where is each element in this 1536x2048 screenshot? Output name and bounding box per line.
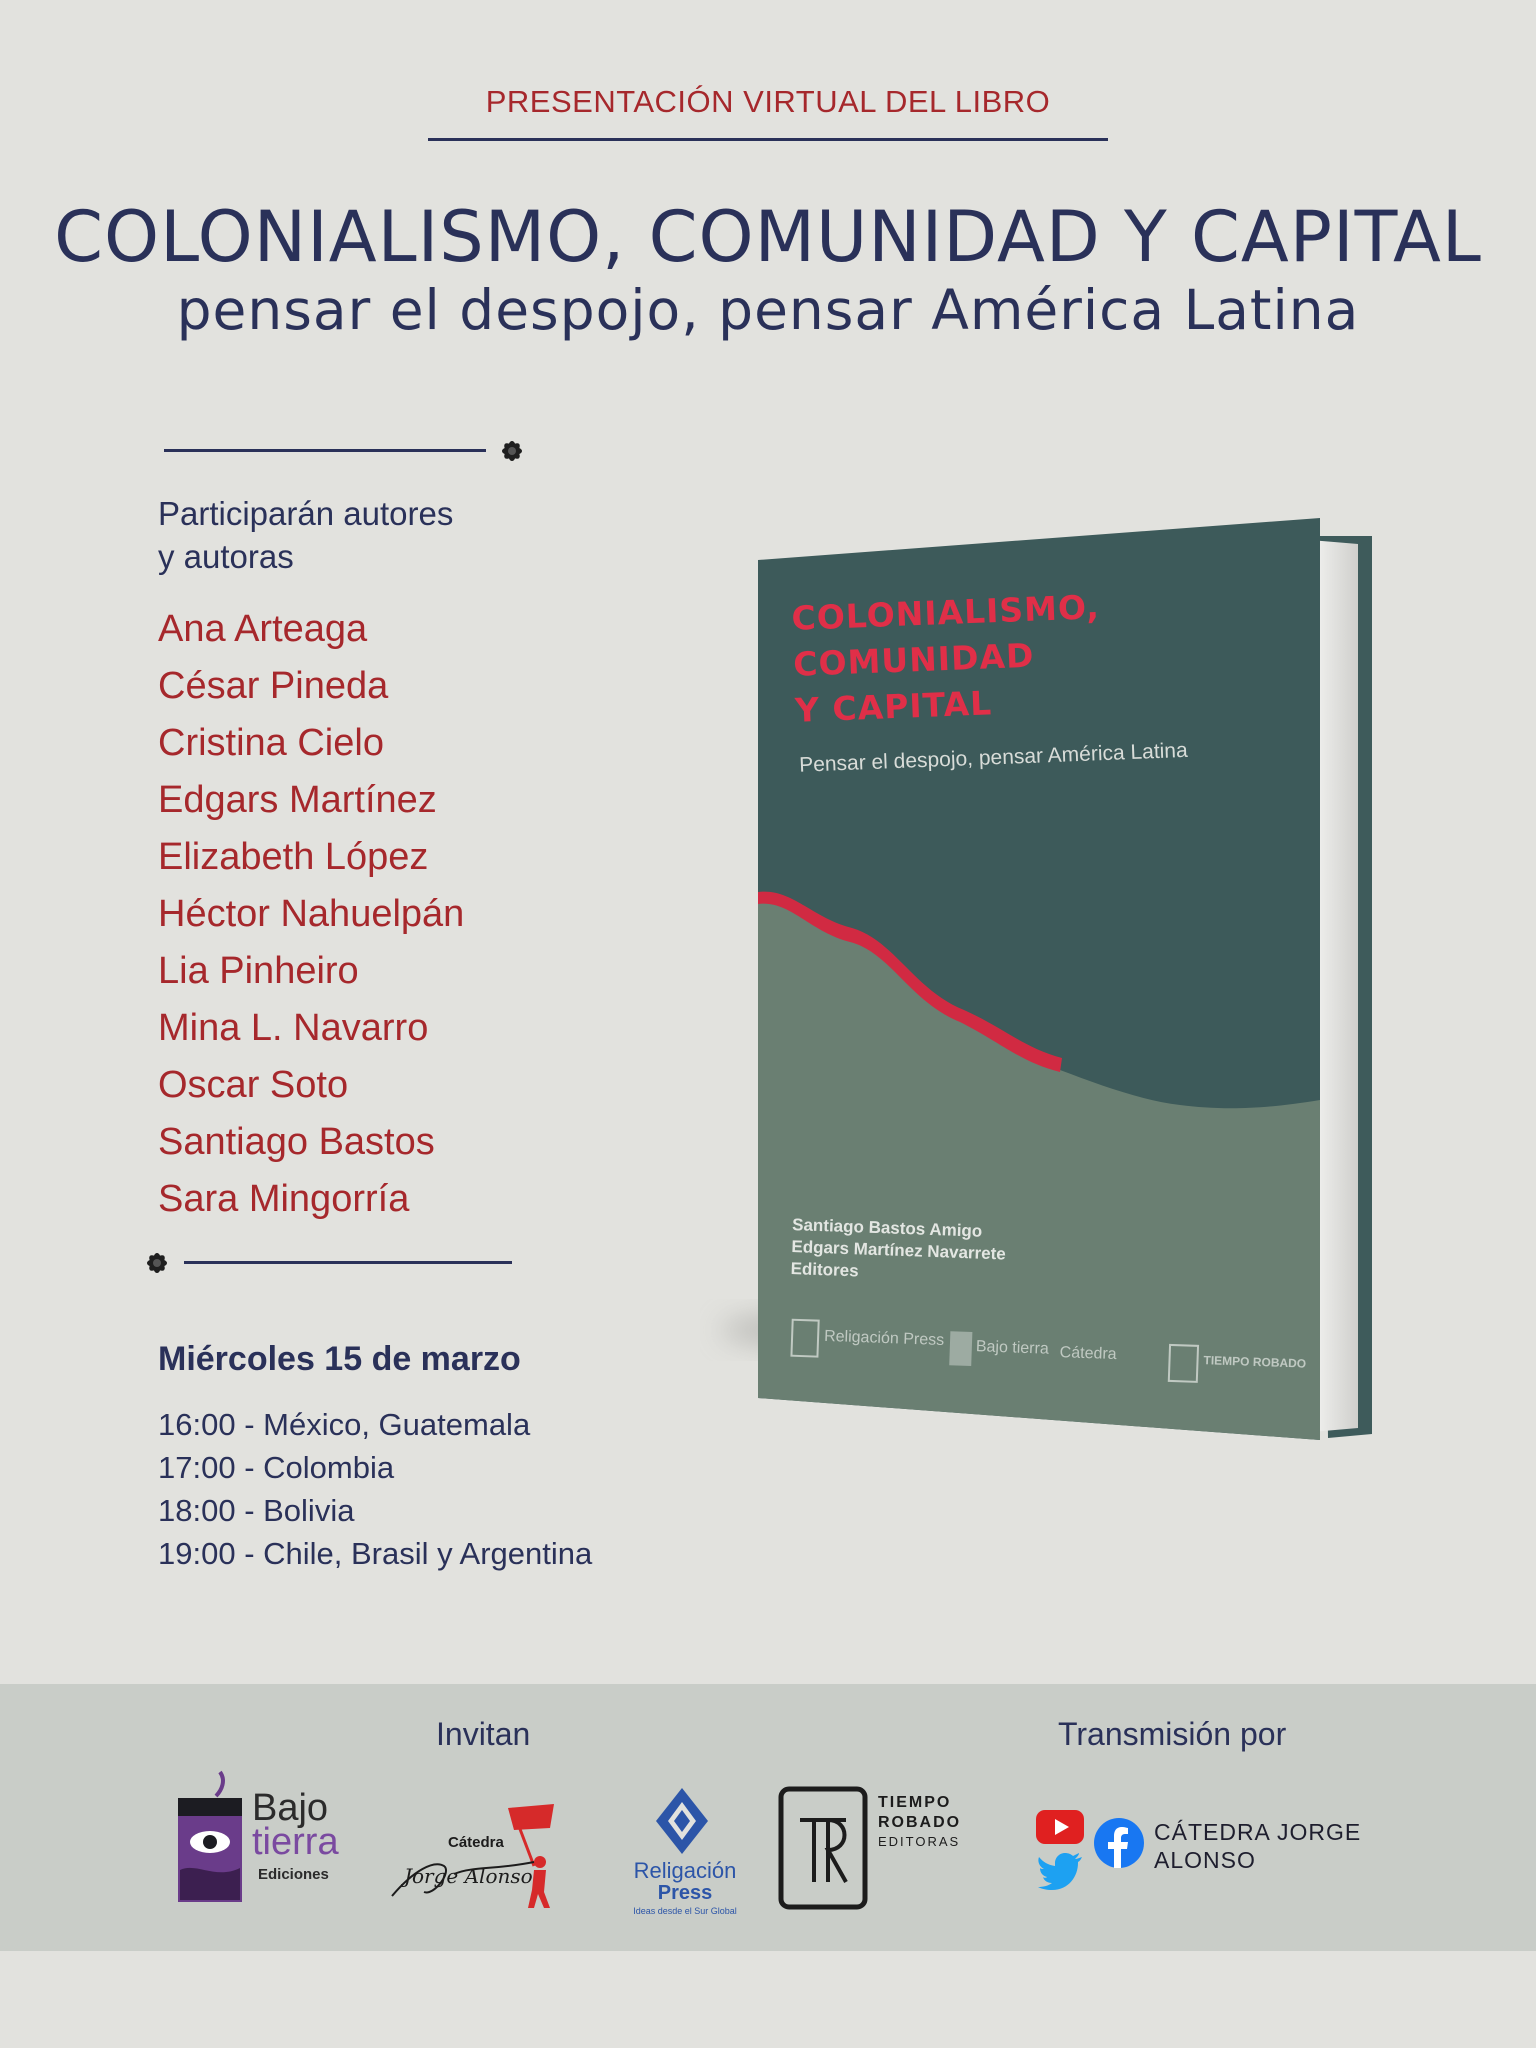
bajo-tierra-word-2: tierra	[252, 1821, 339, 1863]
cover-editors-label: Editores	[790, 1259, 859, 1281]
schedule-list	[158, 1403, 592, 1575]
religacion-word-2: Press	[657, 1882, 713, 1904]
schedule-item: 16:00 - México, Guatemala	[158, 1407, 531, 1442]
participants-intro	[158, 492, 578, 578]
cover-logo-religacion: Religación Press	[823, 1327, 945, 1350]
religacion-word-1: Religación	[633, 1858, 737, 1883]
flower-ornament-icon	[495, 434, 529, 468]
bajo-tierra-book-icon	[176, 1770, 246, 1904]
stream-label: Transmisión por	[1058, 1716, 1287, 1752]
book-title: COLONIALISMO, COMUNIDAD Y CAPITAL	[54, 196, 1482, 278]
cover-editor-2: Edgars Martínez Navarrete	[791, 1237, 1007, 1264]
tiempo-word-2: ROBADO	[878, 1814, 962, 1831]
tiempo-robado-tr-icon	[778, 1786, 868, 1910]
bajo-tierra-logo	[176, 1770, 366, 1910]
author-name: Sara Mingorría	[158, 1178, 410, 1220]
event-date: Miércoles 15 de marzo	[158, 1340, 521, 1378]
cover-logo-tiempo: TIEMPO ROBADO	[1203, 1353, 1307, 1371]
facebook-icon	[1094, 1818, 1144, 1868]
schedule-item: 18:00 - Bolivia	[158, 1493, 355, 1528]
author-name: Héctor Nahuelpán	[158, 893, 465, 935]
religacion-tagline: Ideas desde el Sur Global	[633, 1906, 737, 1916]
flag-bearer-icon	[384, 1800, 584, 1910]
bajo-tierra-word-1: Bajo	[252, 1787, 329, 1829]
tiempo-word-1: TIEMPO	[878, 1794, 952, 1811]
author-name: Cristina Cielo	[158, 722, 384, 764]
religacion-press-logo	[620, 1786, 750, 1916]
stream-channel-name	[1154, 1818, 1361, 1874]
author-name: Lia Pinheiro	[158, 950, 359, 992]
section-divider-bottom	[184, 1261, 512, 1264]
stream-channel-line1: CÁTEDRA JORGE	[1154, 1819, 1362, 1845]
catedra-jorge-alonso-logo	[384, 1800, 584, 1910]
author-name: Oscar Soto	[158, 1064, 349, 1106]
tiempo-robado-logo	[778, 1786, 968, 1910]
author-list	[158, 601, 464, 1228]
cover-title-line3: Y CAPITAL	[794, 683, 993, 730]
participants-intro-line2: y autoras	[158, 538, 294, 575]
participants-intro-line1: Participarán autores	[158, 495, 454, 532]
author-name: Edgars Martínez	[158, 779, 437, 821]
catedra-signature: Jorge Alonso	[404, 1864, 533, 1888]
invite-label: Invitan	[436, 1716, 531, 1752]
cover-title-line1: COLONIALISMO,	[790, 587, 1101, 638]
section-divider-top	[164, 449, 486, 452]
twitter-icon	[1038, 1852, 1084, 1890]
author-name: Mina L. Navarro	[158, 1007, 429, 1049]
religacion-diamond-icon	[654, 1786, 710, 1856]
cover-title-line2: COMUNIDAD	[792, 635, 1036, 684]
cover-logo-bajotierra-icon	[949, 1331, 972, 1366]
flower-ornament-icon	[140, 1246, 174, 1280]
kicker-divider	[428, 138, 1108, 141]
author-name: César Pineda	[158, 665, 389, 707]
bajo-tierra-word-3: Ediciones	[258, 1866, 329, 1883]
cover-logo-bajotierra: Bajo tierra	[975, 1338, 1050, 1358]
schedule-item: 17:00 - Colombia	[158, 1450, 395, 1485]
cover-subtitle: Pensar el despojo, pensar América Latina	[798, 738, 1189, 777]
tiempo-word-3: EDITORAS	[878, 1834, 961, 1849]
event-kicker: PRESENTACIÓN VIRTUAL DEL LIBRO	[485, 84, 1051, 119]
author-name: Santiago Bastos	[158, 1121, 435, 1163]
cover-logo-catedra: Cátedra	[1059, 1344, 1117, 1364]
youtube-icon	[1036, 1810, 1084, 1844]
stream-channel-line2: ALONSO	[1154, 1847, 1256, 1873]
author-name: Ana Arteaga	[158, 608, 368, 650]
book-cover-image	[700, 500, 1400, 1480]
author-name: Elizabeth López	[158, 836, 429, 878]
schedule-item: 19:00 - Chile, Brasil y Argentina	[158, 1536, 593, 1571]
book-subtitle: pensar el despojo, pensar América Latina	[176, 278, 1360, 342]
catedra-word: Cátedra	[448, 1834, 504, 1851]
cover-editor-1: Santiago Bastos Amigo	[791, 1215, 983, 1241]
